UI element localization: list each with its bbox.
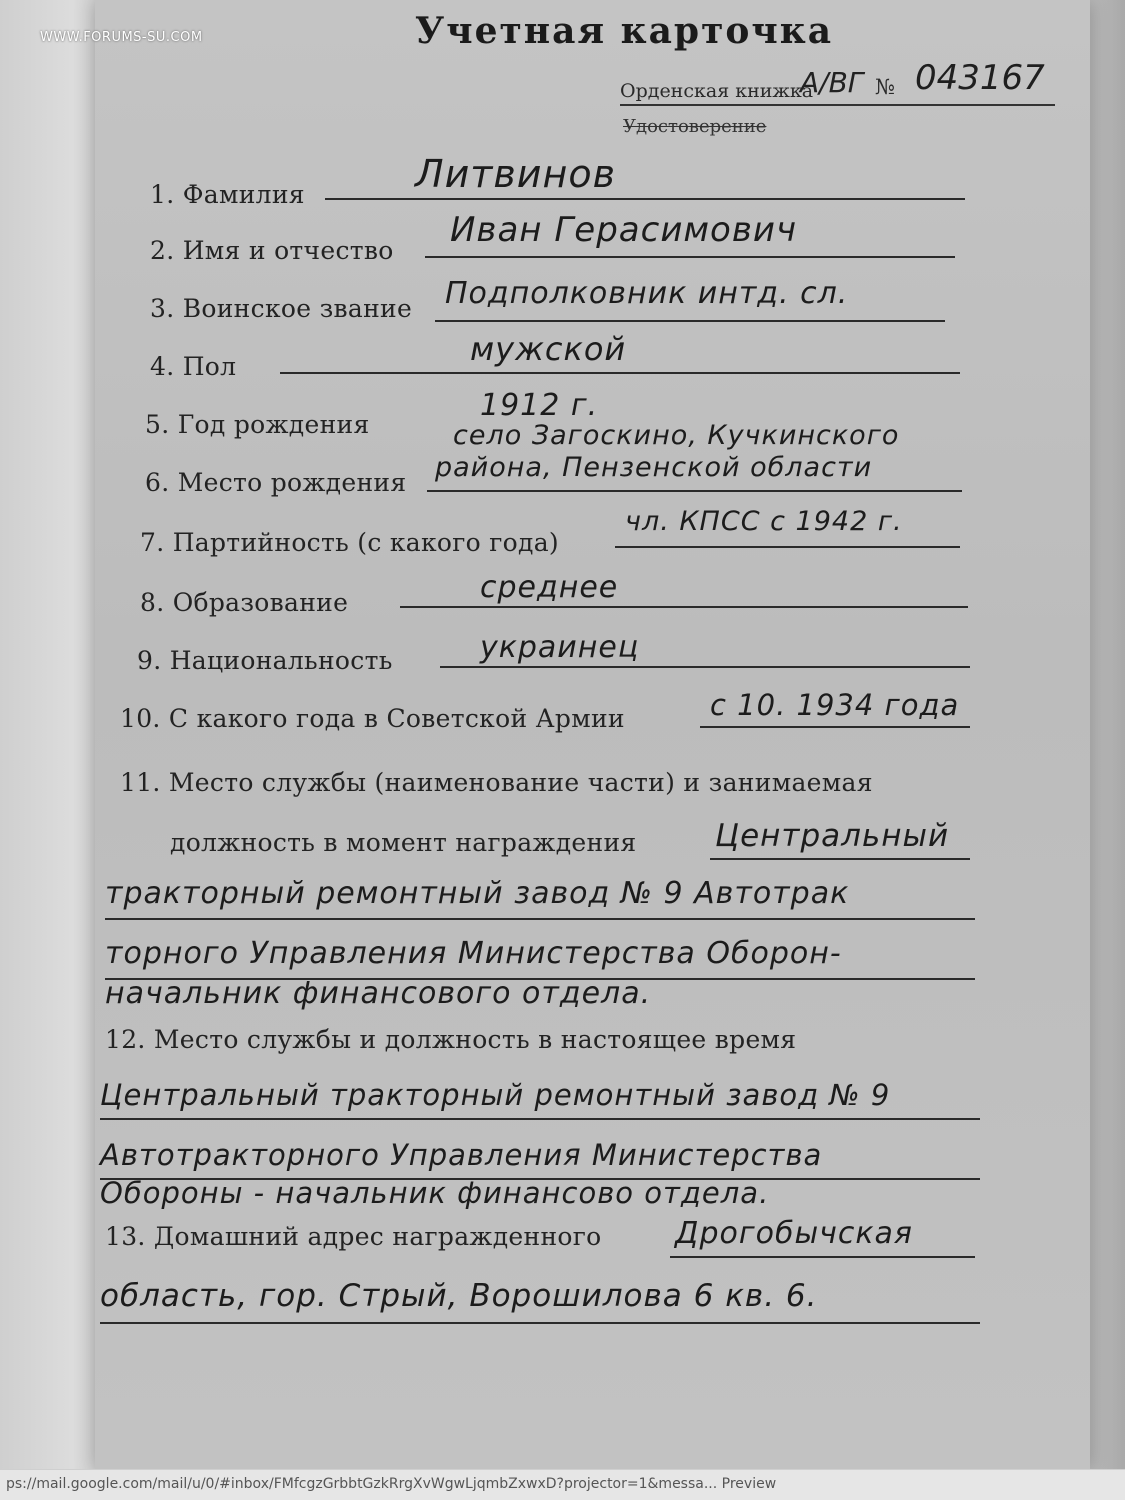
field-army-since-label: 10. С какого года в Советской Армии <box>120 704 625 733</box>
field-birthplace-label: 6. Место рождения <box>145 468 407 497</box>
field-nationality-value: украинец <box>480 630 640 665</box>
field-birth-year-value: 1912 г. <box>480 388 599 423</box>
field-service-place-label-line2: должность в момент награждения <box>170 828 637 857</box>
card-title: Учетная карточка <box>415 10 834 52</box>
field-service-place-value-line2: тракторный ремонтный завод № 9 Автотрак <box>105 876 850 911</box>
field-birth-year-label: 5. Год рождения <box>145 410 370 439</box>
field-name-rule <box>425 256 955 258</box>
field-sex-value: мужской <box>470 330 627 368</box>
field-sex-rule <box>280 372 960 374</box>
field-sex-label: 4. Пол <box>150 352 237 381</box>
order-series: А/ВГ <box>800 66 864 99</box>
field-home-address-rule-1 <box>670 1256 975 1258</box>
field-service-place-rule-2 <box>105 918 975 920</box>
field-service-place-value-line1: Центральный <box>715 818 950 854</box>
field-party-value: чл. КПСС с 1942 г. <box>625 506 903 537</box>
field-education-label: 8. Образование <box>140 588 349 617</box>
status-url[interactable]: ps://mail.google.com/mail/u/0/#inbox/FMfcgzGrbbtGzkRrgXvWgwLjqmbZxwxD?projector=1&messa... Preview <box>6 1476 777 1492</box>
browser-status-bar <box>0 1469 1125 1500</box>
field-current-service-rule-1 <box>100 1118 980 1120</box>
field-name-value: Иван Герасимович <box>450 210 798 250</box>
field-current-service-value-line1: Центральный тракторный ремонтный завод № 9 <box>100 1078 891 1112</box>
field-party-rule <box>615 546 960 548</box>
field-nationality-label: 9. Национальность <box>137 646 393 675</box>
field-birthplace-value-line1: село Загоскино, Кучкинского <box>453 420 900 451</box>
field-service-place-value-line3: торного Управления Министерства Оборон- <box>105 936 842 971</box>
field-name-label: 2. Имя и отчество <box>150 236 394 265</box>
field-education-value: среднее <box>480 570 619 605</box>
field-current-service-value-line2: Автотракторного Управления Министерства <box>100 1138 823 1172</box>
field-birthplace-rule <box>427 490 962 492</box>
order-number: 043167 <box>915 58 1045 98</box>
field-army-since-rule <box>700 726 970 728</box>
field-service-place-rule-1 <box>710 858 970 860</box>
field-home-address-value-line2: область, гор. Стрый, Ворошилова 6 кв. 6. <box>100 1278 818 1314</box>
field-rank-value: Подполковник интд. сл. <box>445 276 849 311</box>
field-rank-rule <box>435 320 945 322</box>
field-surname-value: Литвинов <box>415 152 616 196</box>
registration-card <box>95 0 1090 1470</box>
field-service-place-value-line4: начальник финансового отдела. <box>105 976 652 1011</box>
number-sign: № <box>875 75 895 99</box>
field-current-service-value-line3: Обороны - начальник финансово отдела. <box>100 1176 770 1210</box>
field-nationality-rule <box>440 666 970 668</box>
order-number-rule <box>620 104 1055 106</box>
field-education-rule <box>400 606 968 608</box>
field-party-label: 7. Партийность (с какого года) <box>140 528 559 557</box>
field-current-service-rule-2 <box>100 1178 980 1180</box>
certificate-label: Удостоверение <box>623 116 767 137</box>
field-rank-label: 3. Воинское звание <box>150 294 413 323</box>
field-current-service-label: 12. Место службы и должность в настоящее время <box>105 1025 797 1054</box>
forum-watermark: WWW.FORUMS-SU.COM <box>40 30 203 45</box>
field-surname-rule <box>325 198 965 200</box>
field-home-address-label: 13. Домашний адрес награжденного <box>105 1222 602 1251</box>
backdrop-right <box>1085 0 1125 1500</box>
field-home-address-value-line1: Дрогобычская <box>675 1216 913 1251</box>
field-surname-label: 1. Фамилия <box>150 180 305 209</box>
field-birthplace-value-line2: района, Пензенской области <box>435 452 873 483</box>
field-army-since-value: с 10. 1934 года <box>710 688 960 722</box>
field-service-place-label: 11. Место службы (наименование части) и занимаемая <box>120 768 873 797</box>
order-book-label: Орденская книжка <box>620 80 814 102</box>
field-home-address-rule-2 <box>100 1322 980 1324</box>
field-service-place-rule-3 <box>105 978 975 980</box>
